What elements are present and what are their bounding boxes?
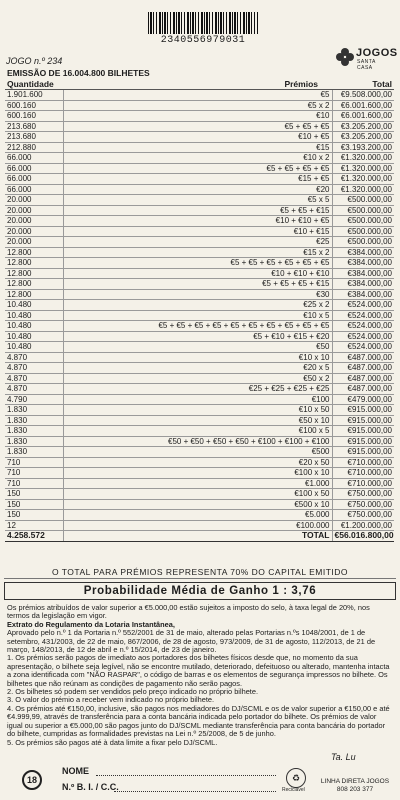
prize-total: €915.000,00 bbox=[332, 415, 394, 426]
barcode bbox=[148, 12, 258, 46]
prize-total: €524.000,00 bbox=[332, 300, 394, 311]
prize-total: €500.000,00 bbox=[332, 237, 394, 248]
id-field[interactable] bbox=[114, 791, 276, 792]
prize-quantity: 20.000 bbox=[5, 237, 63, 248]
hotline-label: LINHA DIRETA JOGOS bbox=[320, 778, 390, 785]
prize-quantity: 10.480 bbox=[5, 310, 63, 321]
prize-quantity: 213.680 bbox=[5, 132, 63, 143]
prize-description: €5 + €5 + €5 + €5 + €5 + €5 + €5 + €5 + €5 + €5 bbox=[63, 321, 332, 332]
prize-row bbox=[5, 289, 394, 300]
prize-row bbox=[5, 237, 394, 248]
prize-row bbox=[5, 132, 394, 143]
recycle-icon: ♻ bbox=[286, 768, 306, 788]
prize-total: €384.000,00 bbox=[332, 258, 394, 269]
prize-quantity: 20.000 bbox=[5, 216, 63, 227]
prize-description: €5.000 bbox=[63, 510, 332, 521]
prize-description: €10 x 50 bbox=[63, 405, 332, 416]
prize-quantity: 10.480 bbox=[5, 331, 63, 342]
prize-table bbox=[5, 79, 394, 542]
prize-total: €750.000,00 bbox=[332, 499, 394, 510]
prize-row bbox=[5, 331, 394, 342]
prize-description: €15 x 2 bbox=[63, 247, 332, 258]
prize-total: €915.000,00 bbox=[332, 447, 394, 458]
prize-quantity: 710 bbox=[5, 478, 63, 489]
prize-description: €15 bbox=[63, 142, 332, 153]
barcode-bars bbox=[148, 12, 258, 34]
prize-quantity: 66.000 bbox=[5, 163, 63, 174]
prize-total: €524.000,00 bbox=[332, 310, 394, 321]
prize-quantity: 150 bbox=[5, 489, 63, 500]
prize-total: €3.205.200,00 bbox=[332, 132, 394, 143]
win-probability: Probabilidade Média de Ganho 1 : 3,76 bbox=[4, 582, 396, 600]
prize-description: €500 bbox=[63, 447, 332, 458]
prize-quantity: 710 bbox=[5, 457, 63, 468]
prize-row bbox=[5, 468, 394, 479]
prize-description: €50 bbox=[63, 342, 332, 353]
prize-description: €100 x 50 bbox=[63, 489, 332, 500]
total-note: O TOTAL PARA PRÉMIOS REPRESENTA 70% DO CAPITAL EMITIDO bbox=[4, 567, 396, 579]
prize-description: €10 + €5 bbox=[63, 132, 332, 143]
prize-quantity: 150 bbox=[5, 499, 63, 510]
prize-row bbox=[5, 384, 394, 395]
prize-total: €479.000,00 bbox=[332, 394, 394, 405]
prize-quantity: 12 bbox=[5, 520, 63, 531]
prize-row bbox=[5, 405, 394, 416]
jogo-number: JOGO n.º 234 bbox=[6, 56, 63, 66]
header-total: Total bbox=[332, 79, 394, 90]
prize-description: €20 x 50 bbox=[63, 457, 332, 468]
prize-description: €10 + €10 + €10 bbox=[63, 268, 332, 279]
prize-total: €384.000,00 bbox=[332, 279, 394, 290]
prize-row bbox=[5, 205, 394, 216]
prize-row bbox=[5, 342, 394, 353]
prize-quantity: 150 bbox=[5, 510, 63, 521]
prize-total: €750.000,00 bbox=[332, 489, 394, 500]
prize-total: €710.000,00 bbox=[332, 478, 394, 489]
prize-row bbox=[5, 258, 394, 269]
prize-description: €10 x 10 bbox=[63, 352, 332, 363]
header-premios: Prémios bbox=[63, 79, 332, 90]
prize-quantity: 4.870 bbox=[5, 352, 63, 363]
prize-row bbox=[5, 499, 394, 510]
prize-description: €50 x 2 bbox=[63, 373, 332, 384]
prize-quantity: 10.480 bbox=[5, 321, 63, 332]
prize-quantity: 20.000 bbox=[5, 195, 63, 206]
prize-row bbox=[5, 279, 394, 290]
prize-description: €5 + €10 + €15 + €20 bbox=[63, 331, 332, 342]
prize-description: €10 + €10 + €5 bbox=[63, 216, 332, 227]
prize-total: €710.000,00 bbox=[332, 468, 394, 479]
prize-description: €20 bbox=[63, 184, 332, 195]
prize-row bbox=[5, 216, 394, 227]
prize-quantity: 1.830 bbox=[5, 436, 63, 447]
prize-row bbox=[5, 111, 394, 122]
prize-description: €5 + €5 + €5 + €5 bbox=[63, 163, 332, 174]
prize-total: €915.000,00 bbox=[332, 436, 394, 447]
clover-icon bbox=[336, 48, 354, 66]
name-label: NOME bbox=[62, 766, 89, 776]
prize-total: €1.320.000,00 bbox=[332, 184, 394, 195]
prize-quantity: 12.800 bbox=[5, 268, 63, 279]
prize-row bbox=[5, 247, 394, 258]
prize-total: €384.000,00 bbox=[332, 247, 394, 258]
prize-description: €25 x 2 bbox=[63, 300, 332, 311]
prize-total: €487.000,00 bbox=[332, 363, 394, 374]
prize-row bbox=[5, 426, 394, 437]
regulation-text bbox=[7, 604, 393, 747]
prize-description: €100 x 10 bbox=[63, 468, 332, 479]
prize-total: €500.000,00 bbox=[332, 216, 394, 227]
prize-row bbox=[5, 447, 394, 458]
prize-row bbox=[5, 100, 394, 111]
prize-description: €50 x 10 bbox=[63, 415, 332, 426]
prize-description: €100 bbox=[63, 394, 332, 405]
prize-quantity: 4.870 bbox=[5, 363, 63, 374]
prize-total: €1.320.000,00 bbox=[332, 174, 394, 185]
prize-total: €6.001.600,00 bbox=[332, 111, 394, 122]
prize-description: €100 x 5 bbox=[63, 426, 332, 437]
prize-quantity: 710 bbox=[5, 468, 63, 479]
logo-subtext: SANTA CASA bbox=[357, 59, 376, 71]
prize-description: €25 + €25 + €25 + €25 bbox=[63, 384, 332, 395]
prize-quantity: 4.870 bbox=[5, 384, 63, 395]
prize-quantity: 212.880 bbox=[5, 142, 63, 153]
prize-total: €500.000,00 bbox=[332, 226, 394, 237]
prize-row bbox=[5, 195, 394, 206]
prize-row bbox=[5, 352, 394, 363]
prize-row bbox=[5, 163, 394, 174]
regulation-item-1: 1. Os prémios serão pagos de imediato aos portadores dos bilhetes físicos desde que, no momento da sua apresentação, o bilhete seja legível, não se encontre mutilado, deteriorado, defeituoso ou alterado, mantenha intacta a zona identificada com "NÃO RASPAR", o código de barras e os elementos de segurança impressos no bilhete. Os bilhetes que não reúnam as condições de pagamento não serão pagos. bbox=[7, 653, 390, 688]
prize-total: €6.001.600,00 bbox=[332, 100, 394, 111]
prize-row bbox=[5, 142, 394, 153]
hotline-phone: 808 203 377 bbox=[336, 786, 374, 793]
prize-total: €9.508.000,00 bbox=[332, 90, 394, 101]
prize-quantity: 1.830 bbox=[5, 447, 63, 458]
prize-quantity: 4.790 bbox=[5, 394, 63, 405]
regulation-item-4: 4. Os prémios até €150,00, inclusive, são pagos nos mediadores do DJ/SCML e os de valor superior a €150,00 e até €4.999,99, através de transferência para a conta bancária indicada pelo portador do bilhete. Os prémios de valor igual ou superior a €5.000,00 são pagos junto do DJ/SCML mediante transferência para conta bancária do portador do bilhete, cumpridas as formalidades previstas na Lei n.º 25/2008, de 5 de junho. bbox=[7, 703, 390, 739]
regulation-item-2: 2. Os bilhetes só podem ser vendidos pelo preço indicado no próprio bilhete. bbox=[7, 687, 259, 697]
prize-row bbox=[5, 436, 394, 447]
prize-quantity: 12.800 bbox=[5, 289, 63, 300]
prize-description: €20 x 5 bbox=[63, 363, 332, 374]
signature: Ta. Lu bbox=[331, 752, 356, 762]
prize-total: €524.000,00 bbox=[332, 331, 394, 342]
prize-quantity: 1.830 bbox=[5, 426, 63, 437]
prize-total: €915.000,00 bbox=[332, 426, 394, 437]
total-row bbox=[5, 531, 394, 542]
prize-total: €384.000,00 bbox=[332, 289, 394, 300]
prize-description: €1.000 bbox=[63, 478, 332, 489]
prize-row bbox=[5, 415, 394, 426]
prize-quantity: 66.000 bbox=[5, 174, 63, 185]
id-label: N.º B. I. / C.C. bbox=[62, 782, 119, 792]
header-quantidade: Quantidade bbox=[5, 79, 63, 90]
prize-description: €5 x 2 bbox=[63, 100, 332, 111]
prize-quantity: 600.160 bbox=[5, 111, 63, 122]
age-restriction-badge: 18 bbox=[22, 770, 42, 790]
prize-row bbox=[5, 520, 394, 531]
prize-total: €1.320.000,00 bbox=[332, 163, 394, 174]
regulation-item-3: 3. O valor do prémio a receber vem indicado no próprio bilhete. bbox=[7, 695, 215, 705]
prize-total: €750.000,00 bbox=[332, 510, 394, 521]
prize-quantity: 1.830 bbox=[5, 405, 63, 416]
hotline bbox=[320, 778, 390, 794]
prize-total: €3.193.200,00 bbox=[332, 142, 394, 153]
prize-quantity: 66.000 bbox=[5, 184, 63, 195]
logo-text: JOGOS bbox=[356, 47, 398, 59]
prize-quantity: 1.830 bbox=[5, 415, 63, 426]
barcode-number: 2340556979031 bbox=[160, 35, 246, 46]
prize-total: €1.200.000,00 bbox=[332, 520, 394, 531]
prize-row bbox=[5, 174, 394, 185]
prize-row bbox=[5, 153, 394, 164]
regulation-approval: Aprovado pelo n.º 1 da Portaria n.º 552/2001 de 31 de maio, alterado pelas Portarias n.ºs 1048/2001, de 1 de setembro, 431/2003, de 22 de maio, 867/2006, de 28 de agosto, 973/2009, de 31 de agosto, 112/2013, de 21 de março, 148/2013, de 12 de abril e n.º 15/2014, de 23 de janeiro. bbox=[7, 628, 376, 655]
name-field[interactable] bbox=[96, 775, 276, 776]
prize-total: €524.000,00 bbox=[332, 321, 394, 332]
prize-quantity: 20.000 bbox=[5, 205, 63, 216]
prize-total: €500.000,00 bbox=[332, 195, 394, 206]
prize-total: €915.000,00 bbox=[332, 405, 394, 416]
prize-description: €15 + €5 bbox=[63, 174, 332, 185]
prize-quantity: 1.901.600 bbox=[5, 90, 63, 101]
prize-description: €50 + €50 + €50 + €50 + €100 + €100 + €100 bbox=[63, 436, 332, 447]
prize-description: €5 + €5 + €5 + €15 bbox=[63, 279, 332, 290]
prize-description: €100.000 bbox=[63, 520, 332, 531]
prize-description: €5 + €5 + €5 bbox=[63, 121, 332, 132]
prize-total: €3.205.200,00 bbox=[332, 121, 394, 132]
prize-table-header bbox=[5, 79, 394, 90]
total-quantity: 4.258.572 bbox=[5, 531, 63, 542]
prize-quantity: 600.160 bbox=[5, 100, 63, 111]
prize-row bbox=[5, 489, 394, 500]
prize-row bbox=[5, 310, 394, 321]
prize-description: €10 bbox=[63, 111, 332, 122]
prize-description: €5 x 5 bbox=[63, 195, 332, 206]
prize-quantity: 12.800 bbox=[5, 279, 63, 290]
total-label: TOTAL bbox=[63, 531, 332, 542]
prize-total: €487.000,00 bbox=[332, 384, 394, 395]
prize-total: €500.000,00 bbox=[332, 205, 394, 216]
regulation-item-5: 5. Os prémios são pagos até à data limite a fixar pelo DJ/SCML. bbox=[7, 737, 218, 747]
prize-description: €5 + €5 + €5 + €5 + €5 + €5 bbox=[63, 258, 332, 269]
prize-description: €5 + €5 + €15 bbox=[63, 205, 332, 216]
prize-description: €10 x 2 bbox=[63, 153, 332, 164]
prize-quantity: 10.480 bbox=[5, 342, 63, 353]
prize-quantity: 213.680 bbox=[5, 121, 63, 132]
prize-row bbox=[5, 394, 394, 405]
prize-quantity: 12.800 bbox=[5, 258, 63, 269]
prize-row bbox=[5, 510, 394, 521]
recycle-label: Reciclável bbox=[282, 787, 305, 793]
prize-row bbox=[5, 121, 394, 132]
prize-description: €5 bbox=[63, 90, 332, 101]
prize-quantity: 4.870 bbox=[5, 373, 63, 384]
prize-row bbox=[5, 321, 394, 332]
prize-row bbox=[5, 184, 394, 195]
tax-note: Os prémios atribuídos de valor superior a €5.000,00 estão sujeitos a imposto do selo, à taxa legal de 20%, nos termos da legislação em vigor. bbox=[7, 603, 370, 621]
prize-total: €384.000,00 bbox=[332, 268, 394, 279]
prize-quantity: 12.800 bbox=[5, 247, 63, 258]
prize-row bbox=[5, 478, 394, 489]
prize-row bbox=[5, 457, 394, 468]
prize-total: €487.000,00 bbox=[332, 373, 394, 384]
prize-row bbox=[5, 363, 394, 374]
prize-total: €524.000,00 bbox=[332, 342, 394, 353]
prize-description: €10 + €15 bbox=[63, 226, 332, 237]
prize-total: €710.000,00 bbox=[332, 457, 394, 468]
prize-total: €1.320.000,00 bbox=[332, 153, 394, 164]
prize-row bbox=[5, 90, 394, 101]
emission-title: EMISSÃO DE 16.004.800 BILHETES bbox=[7, 68, 150, 78]
total-amount: €56.016.800,00 bbox=[332, 531, 394, 542]
prize-quantity: 66.000 bbox=[5, 153, 63, 164]
prize-description: €500 x 10 bbox=[63, 499, 332, 510]
prize-total: €487.000,00 bbox=[332, 352, 394, 363]
prize-description: €25 bbox=[63, 237, 332, 248]
prize-row bbox=[5, 268, 394, 279]
jogos-santa-casa-logo bbox=[336, 46, 398, 72]
prize-description: €30 bbox=[63, 289, 332, 300]
prize-row bbox=[5, 226, 394, 237]
prize-quantity: 20.000 bbox=[5, 226, 63, 237]
ticket-footer bbox=[6, 752, 396, 798]
prize-quantity: 10.480 bbox=[5, 300, 63, 311]
prize-row bbox=[5, 373, 394, 384]
prize-description: €10 x 5 bbox=[63, 310, 332, 321]
regulation-title: Extrato do Regulamento da Lotaria Instantânea, bbox=[7, 619, 175, 629]
prize-row bbox=[5, 300, 394, 311]
